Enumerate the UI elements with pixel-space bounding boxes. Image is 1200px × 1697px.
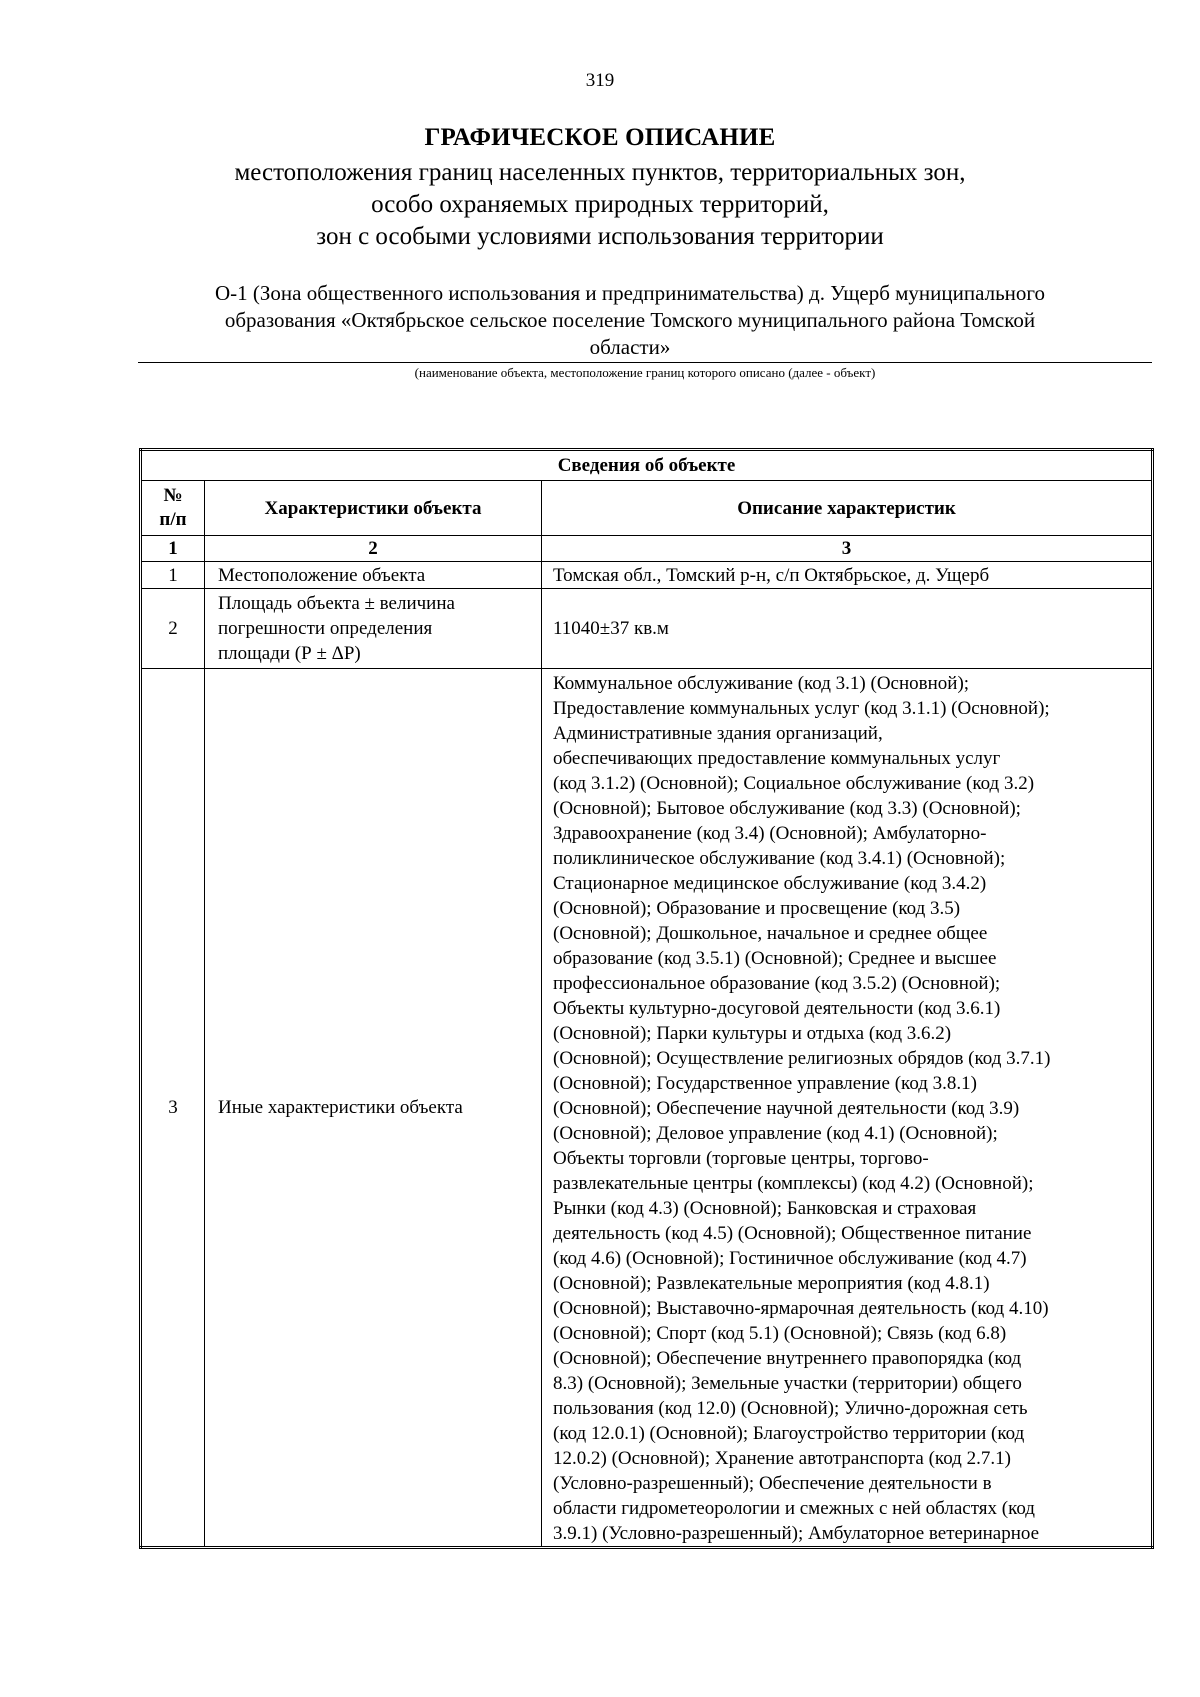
- row-description: 11040±37 кв.м: [542, 589, 1153, 669]
- table-column-numbers-row: [141, 536, 1153, 562]
- object-name-line: области»: [589, 335, 671, 359]
- object-name-underline: [138, 362, 1152, 363]
- row-description: Томская обл., Томский р-н, с/п Октябрьское, д. Ущерб: [542, 562, 1153, 589]
- row-number: 2: [141, 589, 205, 669]
- column-number: 2: [205, 536, 542, 562]
- row-number: 3: [141, 669, 205, 1548]
- row-characteristic: Иные характеристики объекта: [205, 669, 542, 1548]
- subtitle-line: особо охраняемых природных территорий,: [371, 191, 829, 218]
- table-header-row: [141, 481, 1153, 536]
- document-title: ГРАФИЧЕСКОЕ ОПИСАНИЕ: [424, 124, 776, 151]
- page-number: 319: [585, 70, 615, 91]
- document-subtitle: [0, 157, 1200, 253]
- table-section-row: [141, 450, 1153, 481]
- row-characteristic: Местоположение объекта: [205, 562, 542, 589]
- table-section-title: Сведения об объекте: [141, 450, 1153, 481]
- table-row: [141, 562, 1153, 589]
- column-number: 3: [542, 536, 1153, 562]
- row-number: 1: [141, 562, 205, 589]
- table-row: [141, 669, 1153, 1548]
- object-name: [140, 280, 1120, 361]
- header-description: Описание характеристик: [542, 481, 1153, 536]
- object-name-line: О-1 (Зона общественного использования и предпринимательства) д. Ущерб муниципального: [214, 281, 1046, 305]
- header-characteristic: Характеристики объекта: [205, 481, 542, 536]
- object-info-table-wrapper: [139, 448, 1151, 1549]
- column-number: 1: [141, 536, 205, 562]
- object-caption: (наименование объекта, местоположение границ которого описано (далее - объект): [414, 365, 876, 380]
- object-info-table: [139, 448, 1154, 1549]
- subtitle-line: зон с особыми условиями использования территории: [316, 223, 884, 250]
- header-number: № п/п: [141, 481, 205, 536]
- subtitle-line: местоположения границ населенных пунктов, территориальных зон,: [234, 159, 966, 186]
- row-description: Коммунальное обслуживание (код 3.1) (Основной); Предоставление коммунальных услуг (код 3.1.1) (Основной); Административные здания организаций, обеспечивающих предоставление коммунальных услуг (код 3.1.2) (Основной); Социальное обслуживание (код 3.2) (Основной); Бытовое обслуживание (код 3.3) (Основной); Здравоохранение (код 3.4) (Основной); Амбулаторно- поликлиническое обслуживание (код 3.4.1) (Основной); Стационарное медицинское обслуживание (код 3.4.2) (Основной); Образование и просвещение (код 3.5) (Основной); Дошкольное, начальное и среднее общее образование (код 3.5.1) (Основной); Среднее и высшее профессиональное образование (код 3.5.2) (Основной); Объекты культурно-досуговой деятельности (код 3.6.1) (Основной); Парки культуры и отдыха (код 3.6.2) (Основной); Осуществление религиозных обрядов (код 3.7.1) (Основной); Государственное управление (код 3.8.1) (Основной); Обеспечение научной деятельности (код 3.9) (Основной); Деловое управление (код 4.1) (Основной); Объекты торговли (торговые центры, торгово- развлекательные центры (комплексы) (код 4.2) (Основной); Рынки (код 4.3) (Основной); Банковская и страховая деятельность (код 4.5) (Основной); Общественное питание (код 4.6) (Основной); Гостиничное обслуживание (код 4.7) (Основной); Развлекательные мероприятия (код 4.8.1) (Основной); Выставочно-ярмарочная деятельность (код 4.10) (Основной); Спорт (код 5.1) (Основной); Связь (код 6.8) (Основной); Обеспечение внутреннего правопорядка (код 8.3) (Основной); Земельные участки (территории) общего пользования (код 12.0) (Основной); Улично-дорожная сеть (код 12.0.1) (Основной); Благоустройство территории (код 12.0.2) (Основной); Хранение автотранспорта (код 2.7.1) (Условно-разрешенный); Обеспечение деятельности в области гидрометеорологии и смежных с ней областях (код 3.9.1) (Условно-разрешенный); Амбулаторное ветеринарное: [542, 669, 1153, 1548]
- object-name-line: образования «Октябрьское сельское поселение Томского муниципального района Томской: [224, 308, 1036, 332]
- table-row: [141, 589, 1153, 669]
- row-characteristic: Площадь объекта ± величина погрешности определения площади (Р ± ΔР): [205, 589, 542, 669]
